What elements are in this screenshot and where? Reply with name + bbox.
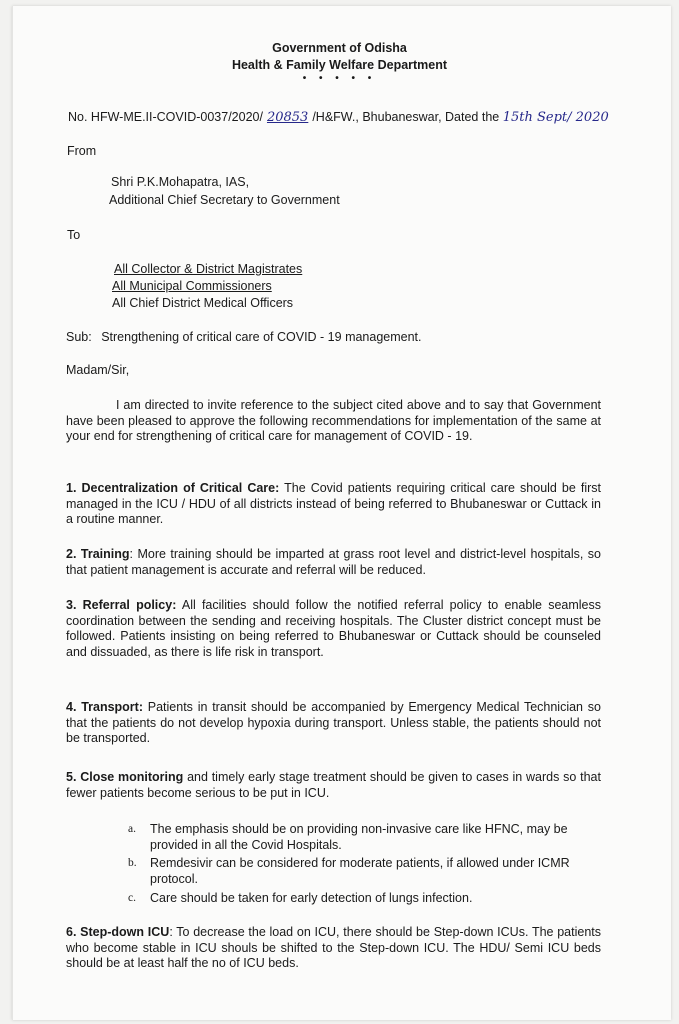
recipient-municipal-commissioners: All Municipal Commissioners bbox=[112, 279, 272, 293]
reference-line bbox=[68, 110, 609, 125]
sub-point-marker: b. bbox=[128, 857, 137, 869]
reference-prefix: No. HFW-ME.II-COVID-0037/2020/ bbox=[68, 110, 263, 124]
sub-point-marker: c. bbox=[128, 892, 136, 904]
reference-suffix: /H&FW., Bhubaneswar, Dated the bbox=[312, 110, 500, 124]
point-text: : More training should be imparted at grass root level and district-level hospitals, so that patient management is accurate and referral will be reduced. bbox=[66, 547, 602, 577]
point-transport bbox=[66, 700, 601, 747]
government-title: Government of Odisha bbox=[272, 41, 407, 55]
recipient-cdmos: All Chief District Medical Officers bbox=[112, 296, 294, 310]
point-heading: 3. Referral policy: bbox=[66, 598, 177, 612]
point-training bbox=[66, 547, 601, 578]
point-text: and timely early stage treatment should be given to cases in wards so that fewer patients become serious to be put in ICU. bbox=[66, 770, 601, 800]
point-step-down-icu bbox=[66, 925, 601, 972]
subject-label: Sub: bbox=[66, 330, 92, 344]
to-label: To bbox=[67, 228, 81, 242]
header-stars: • • • • • bbox=[302, 73, 377, 84]
handwritten-date: 15th Sept/ 2020 bbox=[502, 110, 609, 125]
point-heading: 1. Decentralization of Critical Care: bbox=[66, 481, 280, 495]
sub-point-marker: a. bbox=[128, 823, 136, 835]
from-label: From bbox=[67, 144, 97, 158]
sub-point-remdesivir bbox=[128, 856, 606, 887]
handwritten-letter-number: 20853 bbox=[266, 110, 309, 125]
from-designation: Additional Chief Secretary to Government bbox=[109, 193, 340, 207]
salutation: Madam/Sir, bbox=[66, 363, 130, 377]
sub-point-text: Remdesivir can be considered for moderate patients, if allowed under ICMR protocol. bbox=[150, 856, 570, 886]
subject-line bbox=[66, 330, 422, 344]
point-heading: 2. Training bbox=[66, 547, 130, 561]
point-heading: 5. Close monitoring bbox=[66, 770, 184, 784]
department-title: Health & Family Welfare Department bbox=[231, 58, 448, 72]
point-heading: 4. Transport: bbox=[66, 700, 143, 714]
sub-point-text: Care should be taken for early detection of lungs infection. bbox=[150, 891, 473, 905]
point-text: All facilities should follow the notified referral policy to enable seamless coordination between the sending and receiving hospitals. The Cluster district concept must be followed. Patients insisting on being referred to Bhubaneswar or Cuttack should be counseled and dissuaded, as there is life risk in transport. bbox=[66, 598, 601, 659]
point-heading: 6. Step-down ICU bbox=[66, 925, 170, 939]
subject-text: Strengthening of critical care of COVID - 19 management. bbox=[101, 330, 422, 344]
recipient-collectors: All Collector & District Magistrates bbox=[114, 262, 303, 276]
point-text: Patients in transit should be accompanied by Emergency Medical Technician so that the patients do not develop hypoxia during transport. Unless stable, the patients should not be transported. bbox=[66, 700, 601, 745]
sub-point-hfnc bbox=[128, 822, 606, 853]
sub-point-text: The emphasis should be on providing non-invasive care like HFNC, may be provided in all the Covid Hospitals. bbox=[150, 822, 568, 852]
from-name: Shri P.K.Mohapatra, IAS, bbox=[111, 175, 250, 189]
intro-paragraph: I am directed to invite reference to the subject cited above and to say that Government have been pleased to approve the following recommendations for implementation of the same at your end for strengthening of critical care for management of COVID - 19. bbox=[66, 398, 601, 443]
point-close-monitoring bbox=[66, 770, 601, 801]
point-text: : To decrease the load on ICU, there should be Step-down ICUs. The patients who become stable in ICU shouls be shifted to the Step-down ICU. The HDU/ Semi ICU beds should be at least half the no of ICU beds. bbox=[66, 925, 602, 970]
point-text: The Covid patients requiring critical care should be first managed in the ICU / HDU of all districts instead of being referred to Bhubaneswar or Cuttack in a routine manner. bbox=[66, 481, 602, 526]
point-decentralization bbox=[66, 481, 601, 528]
sub-point-lungs bbox=[128, 891, 606, 907]
point-referral-policy bbox=[66, 598, 601, 660]
